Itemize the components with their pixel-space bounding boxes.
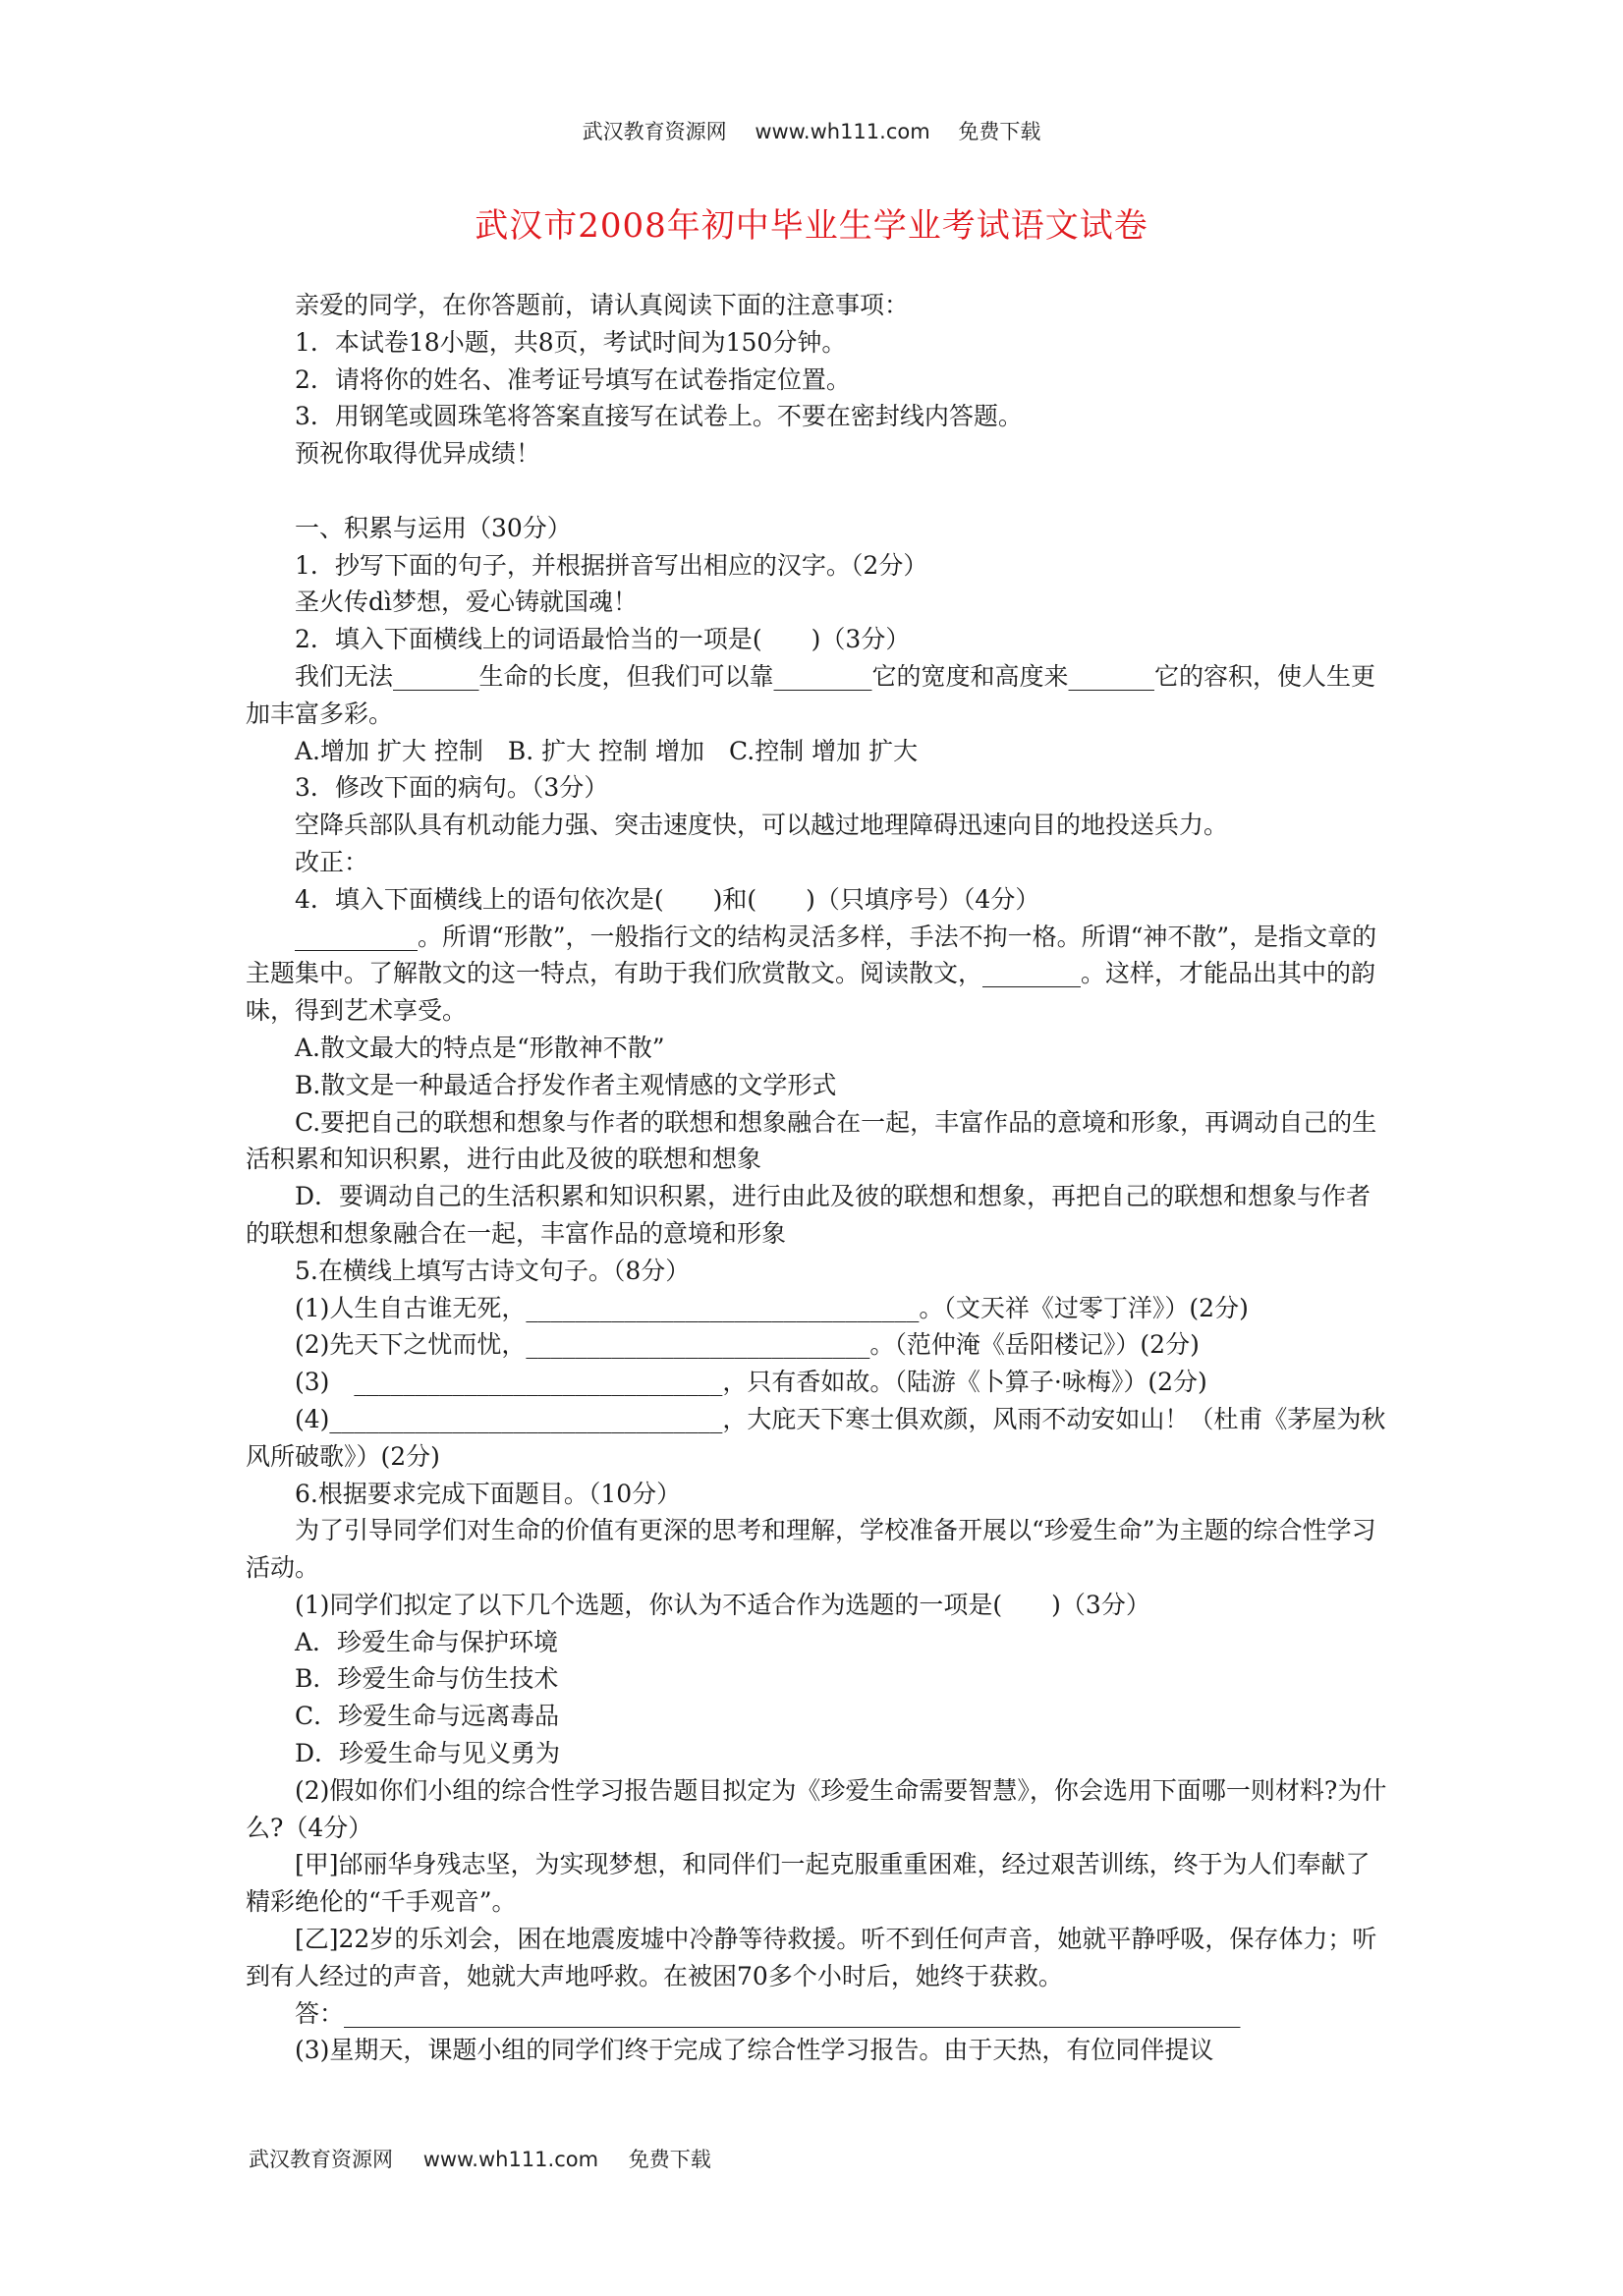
question-4: 4．填入下面横线上的语句依次是( )和( )（只填序号）（4分） <box>295 884 1040 914</box>
header-url[interactable]: www.wh111.com <box>755 120 930 143</box>
option: C.要把自己的联想和想象与作者的联想和想象融合在一起，丰富作品的意境和形象，再调动自己的生活积累和知识积累，进行由此及彼的联想和想象 <box>246 1107 1377 1174</box>
footer-url[interactable]: www.wh111.com <box>422 2148 599 2171</box>
page-header <box>0 116 1623 145</box>
notice-item: 1．本试卷18小题，共8页，考试时间为150分钟。 <box>295 327 847 357</box>
option: D．要调动自己的生活积累和知识积累，进行由此及彼的联想和想象，再把自己的联想和想象与作者的联想和想象融合在一起，丰富作品的意境和形象 <box>246 1182 1371 1248</box>
material: [甲]邰丽华身残志坚，为实现梦想，和同伴们一起克服重重困难，经过艰苦训练，终于为人们奉献了精彩绝伦的“千手观音”。 <box>246 1850 1371 1917</box>
question-3: 3．修改下面的病句。（3分） <box>295 773 609 803</box>
footer-download: 免费下载 <box>628 2148 711 2171</box>
poem-blank: (4)________________________________，大庇天下寒士俱欢颜，风雨不动安如山！（杜甫《茅屋为秋风所破歌》）(2分) <box>246 1404 1386 1471</box>
question-5: 5.在横线上填写古诗文句子。（8分） <box>295 1256 691 1285</box>
question-1: 1．抄写下面的句子，并根据拼音写出相应的汉字。（2分） <box>295 550 928 580</box>
header-download: 免费下载 <box>958 120 1041 143</box>
question-6: 6.根据要求完成下面题目。（10分） <box>295 1479 682 1508</box>
question-text: 我们无法_______生命的长度，但我们可以靠________它的宽度和高度来_______它的容积，使人生更加丰富多彩。 <box>246 661 1376 728</box>
poem-blank: (1)人生自古谁无死，________________________________。（文天祥《过零丁洋》）(2分) <box>295 1293 1249 1322</box>
spacer <box>246 473 1387 510</box>
notice-wish: 预祝你取得优异成绩！ <box>295 439 541 469</box>
option: B．珍爱生命与仿生技术 <box>295 1664 559 1694</box>
question-text: 圣火传dì梦想，爱心铸就国魂！ <box>295 588 639 617</box>
sub-question: (1)同学们拟定了以下几个选题，你认为不适合作为选题的一项是( )（3分） <box>295 1590 1150 1619</box>
sub-question: (3)星期天，课题小组的同学们终于完成了综合性学习报告。由于天热，有位同伴提议 <box>295 2036 1214 2065</box>
question-text: 为了引导同学们对生命的价值有更深的思考和理解，学校准备开展以“珍爱生命”为主题的综合性学习活动。 <box>246 1516 1376 1583</box>
option: A．珍爱生命与保护环境 <box>295 1627 559 1656</box>
question-text: 空降兵部队具有机动能力强、突击速度快，可以越过地理障碍迅速向目的地投送兵力。 <box>295 811 1229 840</box>
section-heading: 一、积累与运用（30分） <box>295 513 572 542</box>
material: [乙]22岁的乐刘会，困在地震废墟中冷静等待救援。听不到任何声音，她就平静呼吸，保存体力；听到有人经过的声音，她就大声地呼救。在被困70多个小时后，她终于获救。 <box>246 1925 1377 1990</box>
option: B.散文是一种最适合抒发作者主观情感的文学形式 <box>295 1070 837 1099</box>
exam-content <box>246 287 1387 2069</box>
poem-blank: (2)先天下之忧而忧，____________________________。（范仲淹《岳阳楼记》）(2分) <box>295 1330 1200 1360</box>
notice-intro: 亲爱的同学，在你答题前，请认真阅读下面的注意事项： <box>295 291 910 319</box>
answer-line: 答：_________________________________________________________________________ <box>295 1998 1241 2028</box>
option: C．珍爱生命与远离毒品 <box>295 1702 560 1731</box>
option: D．珍爱生命与见义勇为 <box>295 1739 561 1768</box>
notice-item: 2．请将你的姓名、准考证号填写在试卷指定位置。 <box>295 364 851 394</box>
question-2: 2．填入下面横线上的词语最恰当的一项是( )（3分） <box>295 625 911 654</box>
option: A.散文最大的特点是“形散神不散” <box>295 1033 665 1062</box>
question-text: __________。所谓“形散”，一般指行文的结构灵活多样，手法不拘一格。所谓“神不散”，是指文章的主题集中。了解散文的这一特点，有助于我们欣赏散文。阅读散文，________。这样，才能品出其中的韵味，得到艺术享受。 <box>246 922 1377 1026</box>
answer-label: 改正： <box>295 847 369 876</box>
options: A.增加 扩大 控制 B. 扩大 控制 增加 C.控制 增加 扩大 <box>295 736 919 765</box>
exam-title: 武汉市2008年初中毕业生学业考试语文试卷 <box>475 206 1148 246</box>
page-footer <box>249 2144 735 2173</box>
poem-blank: (3) ______________________________，只有香如故。（陆游《卜算子·咏梅》）(2分) <box>295 1368 1207 1397</box>
sub-question: (2)假如你们小组的综合性学习报告题目拟定为《珍爱生命需要智慧》，你会选用下面哪一则材料?为什么?（4分） <box>246 1775 1387 1842</box>
footer-site-name: 武汉教育资源网 <box>249 2148 393 2171</box>
header-site-name: 武汉教育资源网 <box>582 120 727 143</box>
notice-item: 3．用钢笔或圆珠笔将答案直接写在试卷上。不要在密封线内答题。 <box>295 402 1023 431</box>
